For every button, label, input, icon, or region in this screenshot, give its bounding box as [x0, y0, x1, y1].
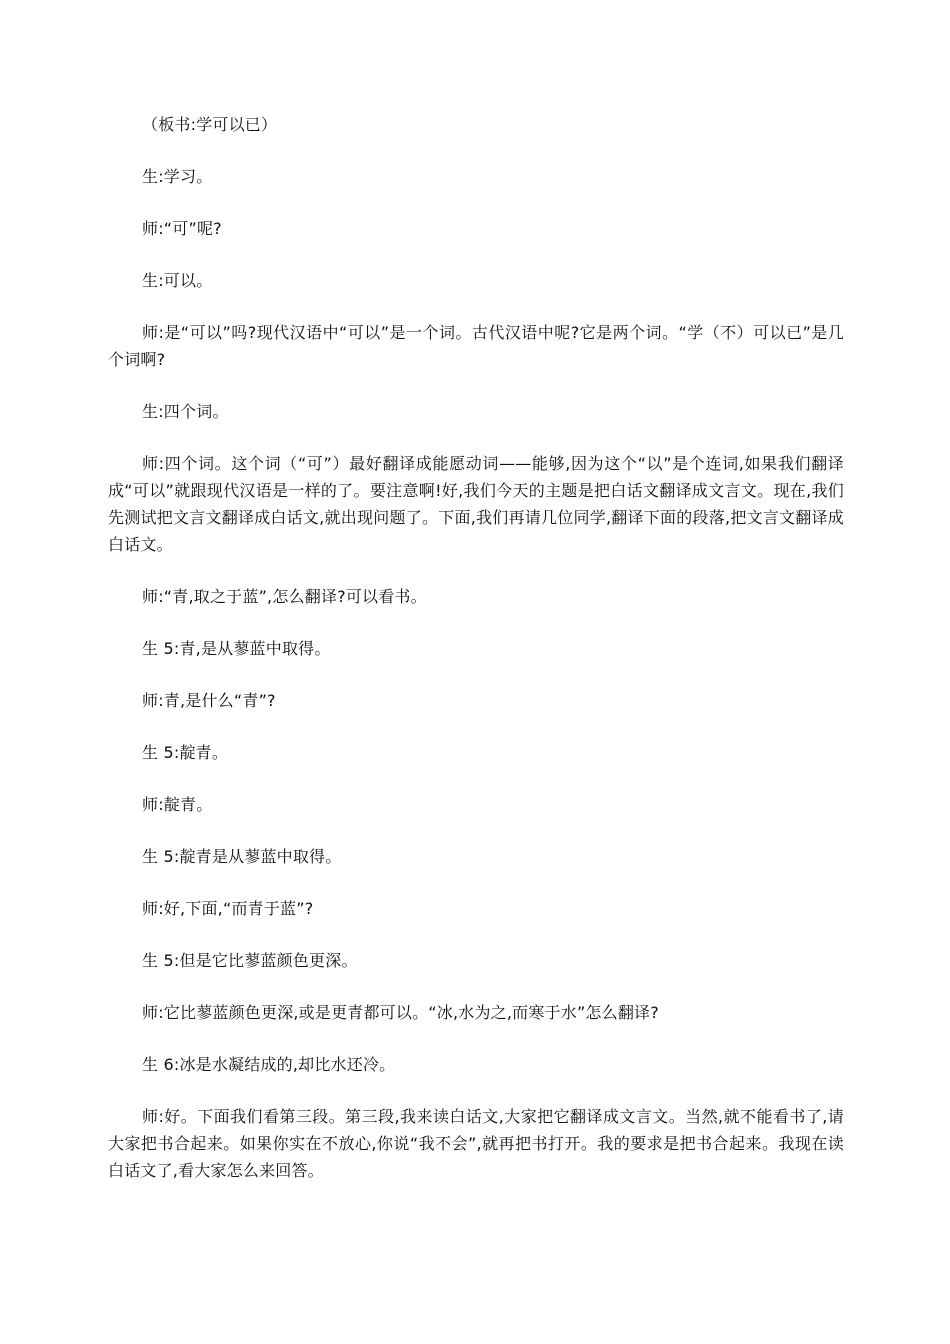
paragraph-student-reply: 生:可以。: [142, 271, 213, 290]
paragraph-teacher-explanation: 师:四个词。这个词（“可”）最好翻译成能愿动词——能够,因为这个“以”是个连词,如果我们翻译成“可以”就跟现代汉语是一样的了。要注意啊!好,我们今天的主题是把白话文翻译成文言文。现在,我们先测试把文言文翻译成白话文,就出现问题了。下面,我们再请几位同学,翻译下面的段落,把文言文翻译成白话文。: [108, 454, 844, 554]
paragraph-student-reply: 生:学习。: [142, 167, 213, 186]
paragraph-student-reply: 生 5:靛青。: [142, 743, 229, 762]
paragraph-teacher-question: 师:它比蓼蓝颜色更深,或是更青都可以。“冰,水为之,而寒于水”怎么翻译?: [142, 1003, 659, 1022]
paragraph-student-reply: 生 5:青,是从蓼蓝中取得。: [142, 639, 331, 658]
paragraph-teacher-question: 师:“青,取之于蓝”,怎么翻译?可以看书。: [142, 587, 427, 606]
paragraph-board-note: （板书:学可以已）: [142, 115, 278, 134]
paragraph-student-reply: 生:四个词。: [142, 402, 229, 421]
paragraph-student-reply: 生 6:冰是水凝结成的,却比水还冷。: [142, 1055, 396, 1074]
paragraph-teacher-reply: 师:靛青。: [142, 795, 213, 814]
paragraph-teacher-instruction: 师:好。下面我们看第三段。第三段,我来读白话文,大家把它翻译成文言文。当然,就不能看书了,请大家把书合起来。如果你实在不放心,你说“我不会”,就再把书打开。我的要求是把书合起来。我现在读白话文了,看大家怎么来回答。: [108, 1107, 844, 1180]
paragraph-teacher-question: 师:青,是什么“青”?: [142, 691, 276, 710]
paragraph-student-reply: 生 5:但是它比蓼蓝颜色更深。: [142, 951, 358, 970]
paragraph-teacher-explanation: 师:是“可以”吗?现代汉语中“可以”是一个词。古代汉语中呢?它是两个词。“学（不）可以已”是几个词啊?: [108, 323, 844, 369]
document-body: [108, 111, 844, 1209]
paragraph-teacher-question: 师:好,下面,“而青于蓝”?: [142, 899, 314, 918]
paragraph-teacher-question: 师:“可”呢?: [142, 219, 222, 238]
paragraph-student-reply: 生 5:靛青是从蓼蓝中取得。: [142, 847, 342, 866]
